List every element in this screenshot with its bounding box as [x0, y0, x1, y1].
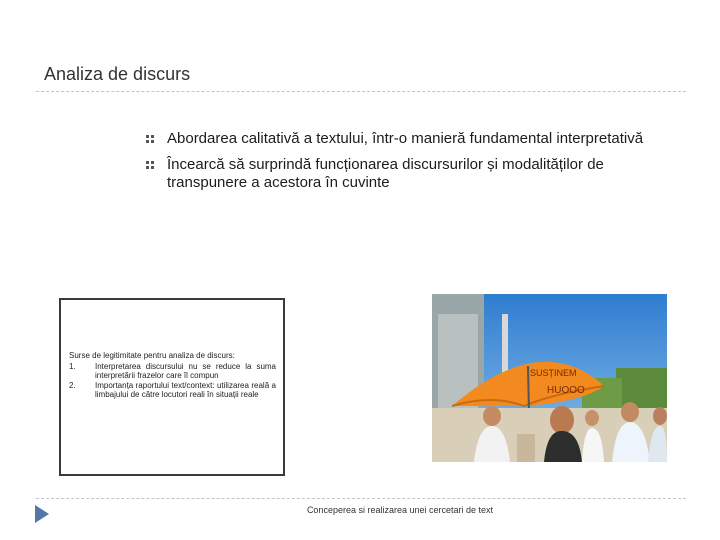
umbrella-text: SUSȚINEM	[530, 368, 577, 378]
textbox-heading: Surse de legitimitate pentru analiza de discurs:	[69, 351, 235, 360]
next-slide-arrow-icon[interactable]	[35, 505, 49, 523]
umbrella-text: HUOOO	[547, 385, 585, 396]
textbox-item	[69, 381, 276, 400]
item-number: 1.	[69, 361, 76, 371]
slide-title: Analiza de discurs	[44, 64, 191, 84]
sources-textbox	[59, 298, 285, 476]
footer-divider	[36, 498, 686, 499]
bullet-icon	[146, 161, 154, 169]
bullet-text: Abordarea calitativă a textului, într-o manieră fundamental interpretativă	[167, 130, 644, 147]
slide-footer: Conceperea si realizarea unei cercetari de text	[306, 505, 494, 515]
item-text: Interpretarea discursului nu se reduce la suma interpretării frazelor care îl compun	[95, 361, 276, 380]
item-text: Importanța raportului text/context: utilizarea reală a limbajului de către locutori reali în situații reale	[95, 380, 276, 399]
item-number: 2.	[69, 380, 76, 390]
textbox-item	[69, 362, 276, 381]
bullet-item	[146, 130, 686, 148]
textbox-list	[69, 362, 276, 400]
bullet-list	[146, 130, 686, 200]
protest-photo	[432, 294, 667, 462]
title-divider	[36, 91, 686, 92]
bullet-icon	[146, 135, 154, 143]
bullet-item	[146, 156, 686, 192]
bullet-text: Încearcă să surprindă funcționarea discursurilor și modalităților de transpunere a acestora în cuvinte	[167, 156, 604, 191]
